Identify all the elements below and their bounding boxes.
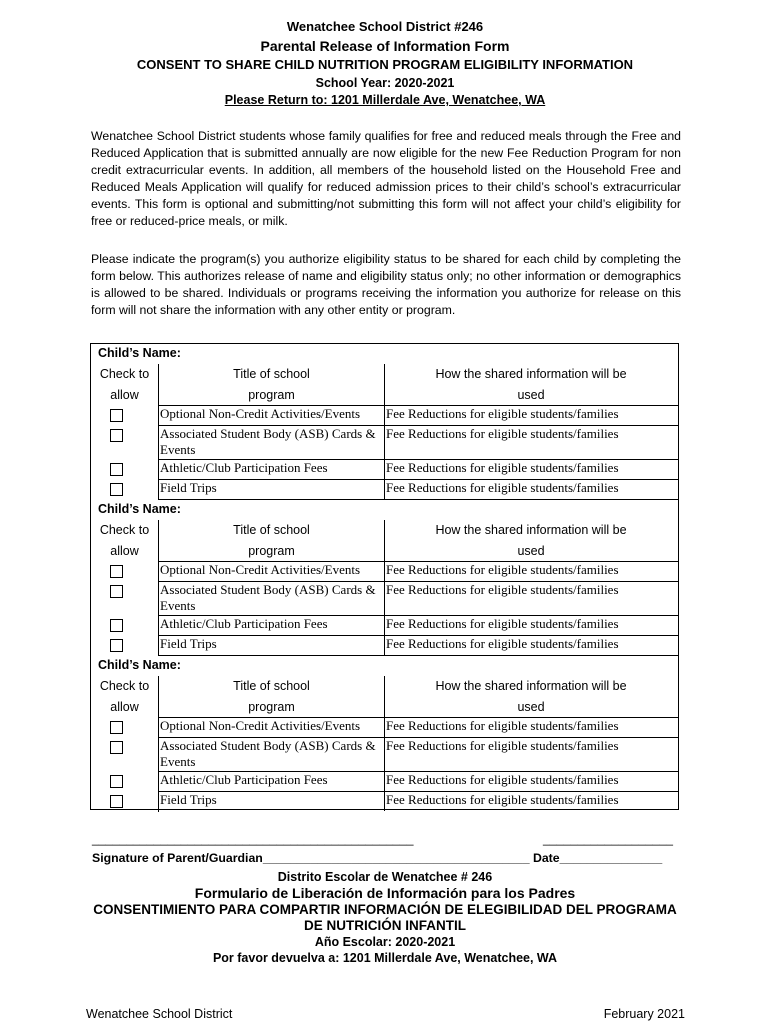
program-title: Optional Non-Credit Activities/Events <box>159 406 385 426</box>
header-use <box>385 520 677 562</box>
header-use-line1: How the shared information will be <box>435 523 627 537</box>
shared-use: Fee Reductions for eligible students/families <box>385 460 678 480</box>
shared-use: Fee Reductions for eligible students/families <box>385 582 678 616</box>
date-line[interactable]: ___________________ <box>543 832 673 846</box>
allow-checkbox[interactable] <box>110 741 123 754</box>
program-title: Field Trips <box>159 636 385 656</box>
header-check-line2: allow <box>110 700 139 714</box>
spanish-consent-title-2: DE NUTRICIÓN INFANTIL <box>304 918 466 933</box>
header-program-line1: Title of school <box>233 367 310 381</box>
allow-checkbox[interactable] <box>110 429 123 442</box>
shared-use: Fee Reductions for eligible students/families <box>385 718 678 738</box>
spanish-form-title: Formulario de Liberación de Información para los Padres <box>194 885 576 901</box>
shared-use: Fee Reductions for eligible students/families <box>385 636 678 656</box>
header-check <box>91 364 158 406</box>
child-name-label: Child’s Name: <box>98 502 181 516</box>
spanish-consent-title-1: CONSENTIMIENTO PARA COMPARTIR INFORMACIÓN DE ELEGIBILIDAD DEL PROGRAMA <box>93 902 677 917</box>
allow-checkbox[interactable] <box>110 721 123 734</box>
header-check-line1: Check to <box>99 523 150 537</box>
program-title: Associated Student Body (ASB) Cards & Events <box>159 582 385 616</box>
allow-checkbox[interactable] <box>110 795 123 808</box>
signature-label: Signature of Parent/Guardian_______________________________________ Date_______________ <box>92 851 663 865</box>
program-title: Field Trips <box>159 480 385 500</box>
header-program <box>159 364 384 406</box>
program-title: Optional Non-Credit Activities/Events <box>159 562 385 582</box>
allow-checkbox[interactable] <box>110 565 123 578</box>
footer-left: Wenatchee School District <box>86 1007 233 1021</box>
header-use <box>385 676 677 718</box>
program-title: Athletic/Club Participation Fees <box>159 616 385 636</box>
program-title: Associated Student Body (ASB) Cards & Events <box>159 738 385 772</box>
shared-use: Fee Reductions for eligible students/families <box>385 738 678 772</box>
district-heading: Wenatchee School District #246 <box>286 19 484 34</box>
allow-checkbox[interactable] <box>110 409 123 422</box>
instruction-paragraph: Please indicate the program(s) you authorize eligibility status to be shared for each child by completing the form below. This authorizes release of name and eligibility status only; no other information or demographics is allowed to be shared. Individuals or programs receiving the information you authorize for release on this form will not share the information with any other entity or program. <box>91 252 681 317</box>
header-use-line1: How the shared information will be <box>435 679 627 693</box>
spanish-school-year: Año Escolar: 2020-2021 <box>314 935 456 949</box>
program-title: Optional Non-Credit Activities/Events <box>159 718 385 738</box>
allow-checkbox[interactable] <box>110 619 123 632</box>
header-use-line2: used <box>517 700 545 714</box>
header-use-line2: used <box>517 388 545 402</box>
program-title: Athletic/Club Participation Fees <box>159 460 385 480</box>
footer-right: February 2021 <box>603 1007 685 1021</box>
header-program <box>159 676 384 718</box>
shared-use: Fee Reductions for eligible students/families <box>385 562 678 582</box>
shared-use: Fee Reductions for eligible students/families <box>385 772 678 792</box>
header-check-line2: allow <box>110 544 139 558</box>
header-check-line2: allow <box>110 388 139 402</box>
consent-table <box>90 343 679 810</box>
child-name-label: Child’s Name: <box>98 346 181 360</box>
signature-line[interactable]: _______________________________________________ <box>92 832 414 846</box>
header-program <box>159 520 384 562</box>
consent-title: CONSENT TO SHARE CHILD NUTRITION PROGRAM ELIGIBILITY INFORMATION <box>136 57 634 72</box>
header-use-line1: How the shared information will be <box>435 367 627 381</box>
allow-checkbox[interactable] <box>110 775 123 788</box>
shared-use: Fee Reductions for eligible students/families <box>385 406 678 426</box>
program-title: Athletic/Club Participation Fees <box>159 772 385 792</box>
header-check-line1: Check to <box>99 367 150 381</box>
header-program-line1: Title of school <box>233 523 310 537</box>
header-program-line2: program <box>248 700 295 714</box>
shared-use: Fee Reductions for eligible students/families <box>385 480 678 500</box>
intro-paragraph: Wenatchee School District students whose family qualifies for free and reduced meals through the Free and Reduced Application that is submitted annually are now eligible for the new Fee Reduction Program for non credit extracurricular events. In addition, all members of the household listed on the Household Free and Reduced Meals Application will qualify for reduced admission prices to their child’s school’s extracurricular events. This form is optional and submitting/not submitting this form will not affect your child’s eligibility for free or reduced-price meals, or milk. <box>91 129 681 228</box>
allow-checkbox[interactable] <box>110 585 123 598</box>
header-check <box>91 520 158 562</box>
header-use-line2: used <box>517 544 545 558</box>
header-check-line1: Check to <box>99 679 150 693</box>
shared-use: Fee Reductions for eligible students/families <box>386 792 619 807</box>
shared-use: Fee Reductions for eligible students/families <box>385 616 678 636</box>
program-title: Associated Student Body (ASB) Cards & Events <box>159 426 385 460</box>
header-check <box>91 676 158 718</box>
child-section-3 <box>91 656 678 812</box>
child-section-1 <box>91 344 678 500</box>
program-title: Field Trips <box>159 792 385 811</box>
spanish-return-address: Por favor devuelva a: 1201 Millerdale Ave, Wenatchee, WA <box>212 951 558 965</box>
form-title: Parental Release of Information Form <box>260 38 510 54</box>
child-name-label: Child’s Name: <box>98 658 181 672</box>
allow-checkbox[interactable] <box>110 463 123 476</box>
allow-checkbox[interactable] <box>110 483 123 496</box>
return-address: Please Return to: 1201 Millerdale Ave, Wenatchee, WA <box>224 93 546 107</box>
spanish-district: Distrito Escolar de Wenatchee # 246 <box>277 870 493 884</box>
header-program-line1: Title of school <box>233 679 310 693</box>
header-use <box>385 364 677 406</box>
child-section-2 <box>91 500 678 656</box>
allow-checkbox[interactable] <box>110 639 123 652</box>
header-program-line2: program <box>248 544 295 558</box>
school-year: School Year: 2020-2021 <box>315 76 455 90</box>
shared-use: Fee Reductions for eligible students/families <box>385 426 678 460</box>
header-program-line2: program <box>248 388 295 402</box>
